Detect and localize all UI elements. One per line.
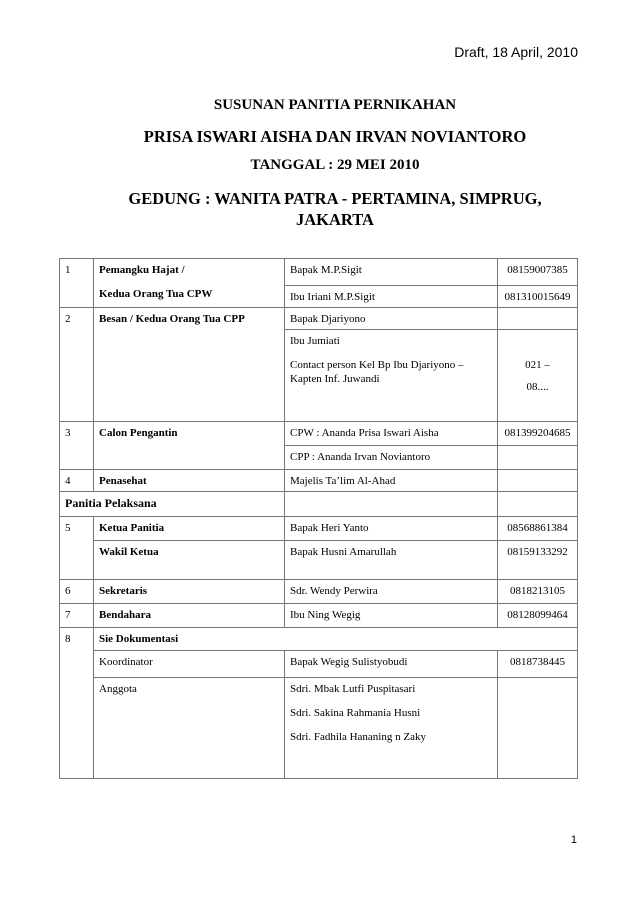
- row-number: 4: [60, 470, 94, 492]
- person-line: Sdri. Mbak Lutfi Puspitasari: [290, 683, 416, 695]
- person-cell: Bapak Djariyono: [285, 308, 498, 330]
- contact-note: Contact person Kel Bp Ibu Djariyono – Kapten Inf. Juwandi: [290, 359, 464, 385]
- table-row: [60, 604, 578, 628]
- phone-cell: 0818213105: [498, 580, 578, 604]
- person-cell: [285, 678, 498, 779]
- row-number: 1: [60, 259, 94, 308]
- phone-cell: 081399204685: [498, 422, 578, 446]
- role-cell: Penasehat: [94, 470, 285, 492]
- phone-cell: [498, 446, 578, 470]
- table-row: [60, 678, 578, 779]
- table-row: [60, 628, 578, 651]
- title-line-4: [60, 188, 610, 230]
- role-cell: Besan / Kedua Orang Tua CPP: [94, 308, 285, 422]
- role-cell: Ketua Panitia: [94, 517, 285, 541]
- table-row: [60, 259, 578, 286]
- phone-cell: [498, 308, 578, 330]
- row-number: 8: [60, 628, 94, 779]
- role-cell: Calon Pengantin: [94, 422, 285, 470]
- row-number: 5: [60, 517, 94, 580]
- title-line-4b: JAKARTA: [296, 210, 374, 229]
- person-cell: [285, 330, 498, 422]
- phone-cell: 08568861384: [498, 517, 578, 541]
- row-number: 2: [60, 308, 94, 422]
- role-cell: [94, 259, 285, 308]
- table-row: [60, 541, 578, 580]
- person-line: Sdri. Sakina Rahmania Husni: [290, 707, 421, 719]
- table-row: [60, 492, 578, 517]
- person-cell: CPW : Ananda Prisa Iswari Aisha: [285, 422, 498, 446]
- phone-cell: 08128099464: [498, 604, 578, 628]
- phone-cell: [498, 330, 578, 422]
- phone-cell: [498, 492, 578, 517]
- table-row: [60, 308, 578, 330]
- table-row: [60, 470, 578, 492]
- row-number: 6: [60, 580, 94, 604]
- phone-cell: 081310015649: [498, 286, 578, 308]
- phone-cell: 08159133292: [498, 541, 578, 580]
- role-cell: Sekretaris: [94, 580, 285, 604]
- person-cell: Majelis Ta’lim Al-Ahad: [285, 470, 498, 492]
- person-line: Sdri. Fadhila Hananing n Zaky: [290, 731, 426, 743]
- table-row: [60, 517, 578, 541]
- draft-date: Draft, 18 April, 2010: [454, 44, 578, 60]
- phone-cell: 0818738445: [498, 651, 578, 678]
- person-line: Ibu Jumiati: [290, 335, 340, 347]
- page-number: 1: [570, 834, 577, 846]
- row-number: 3: [60, 422, 94, 470]
- person-cell: Bapak Wegig Sulistyobudi: [285, 651, 498, 678]
- role-cell: Koordinator: [94, 651, 285, 678]
- title-line-3: TANGGAL : 29 MEI 2010: [250, 157, 420, 173]
- person-cell: CPP : Ananda Irvan Noviantoro: [285, 446, 498, 470]
- role-cell: Wakil Ketua: [94, 541, 285, 580]
- title-line-1: SUSUNAN PANITIA PERNIKAHAN: [213, 97, 457, 113]
- person-cell: Bapak Husni Amarullah: [285, 541, 498, 580]
- table-row: [60, 422, 578, 446]
- phone-line: 021 –: [525, 359, 550, 371]
- person-cell: [285, 492, 498, 517]
- committee-table: [59, 258, 578, 779]
- phone-line: 08....: [526, 381, 549, 393]
- person-cell: Ibu Iriani M.P.Sigit: [285, 286, 498, 308]
- document-header: [60, 94, 610, 230]
- person-cell: Bapak Heri Yanto: [285, 517, 498, 541]
- role-cell: Sie Dokumentasi: [94, 628, 578, 651]
- title-line-2: PRISA ISWARI AISHA DAN IRVAN NOVIANTORO: [143, 127, 527, 146]
- role-line: Pemangku Hajat /: [99, 264, 185, 276]
- section-header: Panitia Pelaksana: [60, 492, 285, 517]
- row-number: 7: [60, 604, 94, 628]
- table-row: [60, 651, 578, 678]
- role-cell: Anggota: [94, 678, 285, 779]
- role-line: Kedua Orang Tua CPW: [99, 288, 213, 300]
- phone-cell: 08159007385: [498, 259, 578, 286]
- table-row: [60, 580, 578, 604]
- phone-cell: [498, 470, 578, 492]
- person-cell: Sdr. Wendy Perwira: [285, 580, 498, 604]
- person-cell: Ibu Ning Wegig: [285, 604, 498, 628]
- title-line-4a: GEDUNG : WANITA PATRA - PERTAMINA, SIMPRUG,: [128, 189, 542, 208]
- phone-cell: [498, 678, 578, 779]
- role-cell: Bendahara: [94, 604, 285, 628]
- person-cell: Bapak M.P.Sigit: [285, 259, 498, 286]
